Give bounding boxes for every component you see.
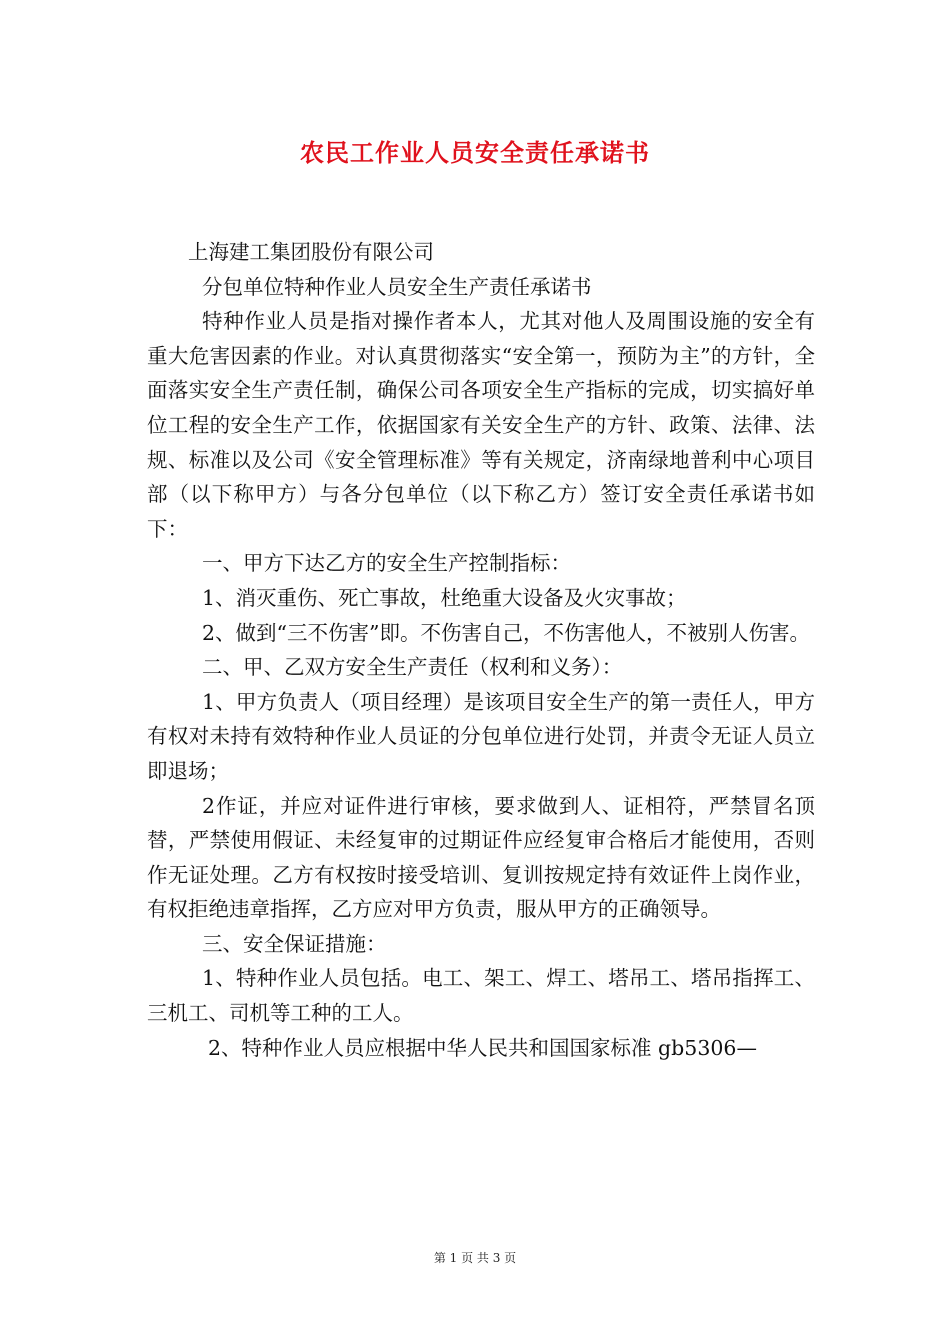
item-2-2: 2作证，并应对证件进行审核，要求做到人、证相符，严禁冒名顶替，严禁使用假证、未经复审的过期证件应经复审合格后才能使用，否则作无证处理。乙方有权按时接受培训、复训按规定持有效证件上岗作业，有权拒绝违章指挥，乙方应对甲方负责，服从甲方的正确领导。 bbox=[147, 793, 815, 922]
section-heading-2: 二、甲、乙双方安全生产责任（权利和义务）： bbox=[202, 655, 623, 680]
item-2-1: 1、甲方负责人（项目经理）是该项目安全生产的第一责任人，甲方有权对未持有效特种作业人员证的分包单位进行处罚，并责令无证人员立即退场； bbox=[147, 689, 815, 783]
subtitle: 分包单位特种作业人员安全生产责任承诺书 bbox=[202, 274, 592, 299]
item-1-2: 2、做到“三不伤害”即。不伤害自己，不伤害他人，不被别人伤害。 bbox=[202, 620, 811, 645]
section-heading-3: 三、安全保证措施： bbox=[202, 931, 387, 956]
document-title: 农民工作业人员安全责任承诺书 bbox=[300, 138, 650, 167]
item-3-2: 2、特种作业人员应根据中华人民共和国国家标准 gb5306— bbox=[208, 1035, 757, 1060]
page-number: 第 1 页 共 3 页 bbox=[433, 1251, 517, 1265]
document-body bbox=[147, 235, 815, 1065]
item-1-1: 1、消灭重伤、死亡事故，杜绝重大设备及火灾事故； bbox=[202, 585, 687, 610]
section-heading-1: 一、甲方下达乙方的安全生产控制指标： bbox=[202, 551, 571, 576]
company-name: 上海建工集团股份有限公司 bbox=[188, 240, 434, 264]
item-3-1: 1、特种作业人员包括。电工、架工、焊工、塔吊工、塔吊指挥工、三机工、司机等工种的工人。 bbox=[147, 966, 815, 1026]
intro-paragraph: 特种作业人员是指对操作者本人，尤其对他人及周围设施的安全有重大危害因素的作业。对认真贯彻落实“安全第一，预防为主”的方针，全面落实安全生产责任制，确保公司各项安全生产指标的完成，切实搞好单位工程的安全生产工作，依据国家有关安全生产的方针、政策、法律、法规、标准以及公司《安全管理标准》等有关规定，济南绿地普利中心项目部（以下称甲方）与各分包单位（以下称乙方）签订安全责任承诺书如下： bbox=[147, 309, 815, 541]
